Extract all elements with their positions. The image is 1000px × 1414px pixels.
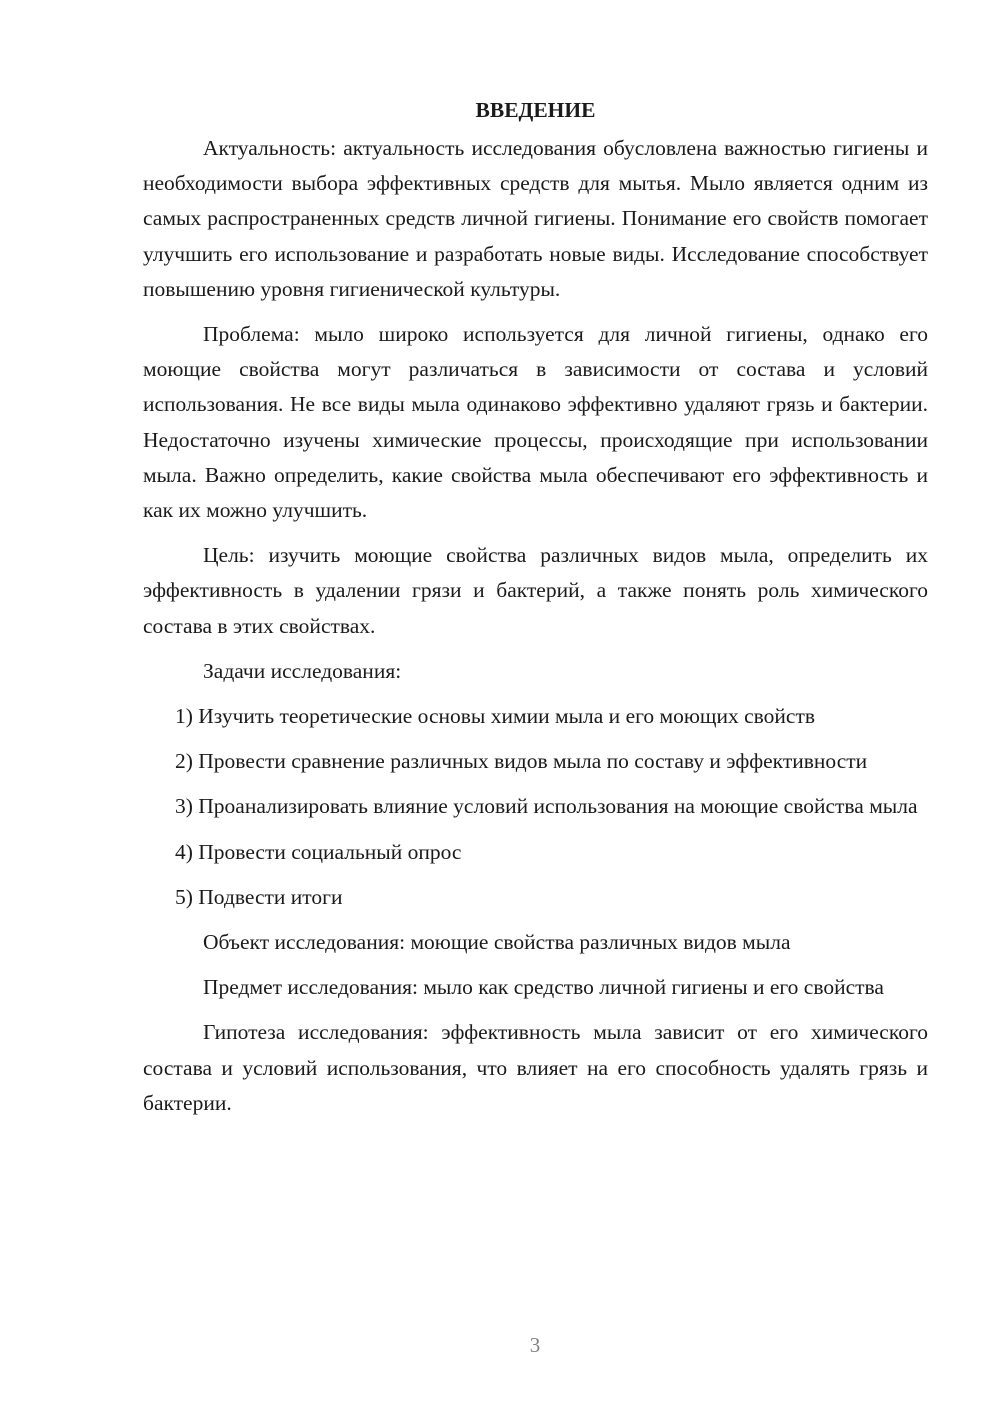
goal-paragraph: Цель: изучить моющие свойства различных видов мыла, определить их эффективность в удалении грязи и бактерий, а также понять роль химического состава в этих свойствах.	[143, 543, 928, 638]
page-number: 3	[529, 1333, 541, 1357]
task-item-5: 5) Подвести итоги	[175, 884, 343, 909]
relevance-paragraph: Актуальность: актуальность исследования обусловлена важностью гигиены и необходимости выбора эффективных средств для мытья. Мыло является одним из самых распространенных средств личной гигиены. Понимание его свойств помогает улучшить его использование и разработать новые виды. Исследование способствует повышению уровня гигиенической культуры.	[143, 136, 928, 301]
section-heading: ВВЕДЕНИЕ	[475, 98, 596, 122]
document-page	[143, 93, 928, 1131]
problem-paragraph: Проблема: мыло широко используется для личной гигиены, однако его моющие свойства могут различаться в зависимости от состава и условий использования. Не все виды мыла одинаково эффективно удаляют грязь и бактерии. Недостаточно изучены химические процессы, происходящие при использовании мыла. Важно определить, какие свойства мыла обеспечивают его эффективность и как их можно улучшить.	[143, 322, 928, 523]
subject-paragraph: Предмет исследования: мыло как средство личной гигиены и его свойства	[203, 975, 884, 1000]
task-item-3: 3) Проанализировать влияние условий использования на моющие свойства мыла	[175, 794, 918, 819]
task-item-4: 4) Провести социальный опрос	[175, 839, 462, 864]
task-item-1: 1) Изучить теоретические основы химии мыла и его моющих свойств	[175, 704, 816, 729]
task-item-2: 2) Провести сравнение различных видов мыла по составу и эффективности	[175, 749, 868, 774]
object-paragraph: Объект исследования: моющие свойства различных видов мыла	[203, 930, 791, 955]
tasks-heading: Задачи исследования:	[203, 658, 402, 683]
hypothesis-paragraph: Гипотеза исследования: эффективность мыла зависит от его химического состава и условий использования, что влияет на его способность удалять грязь и бактерии.	[143, 1020, 928, 1115]
